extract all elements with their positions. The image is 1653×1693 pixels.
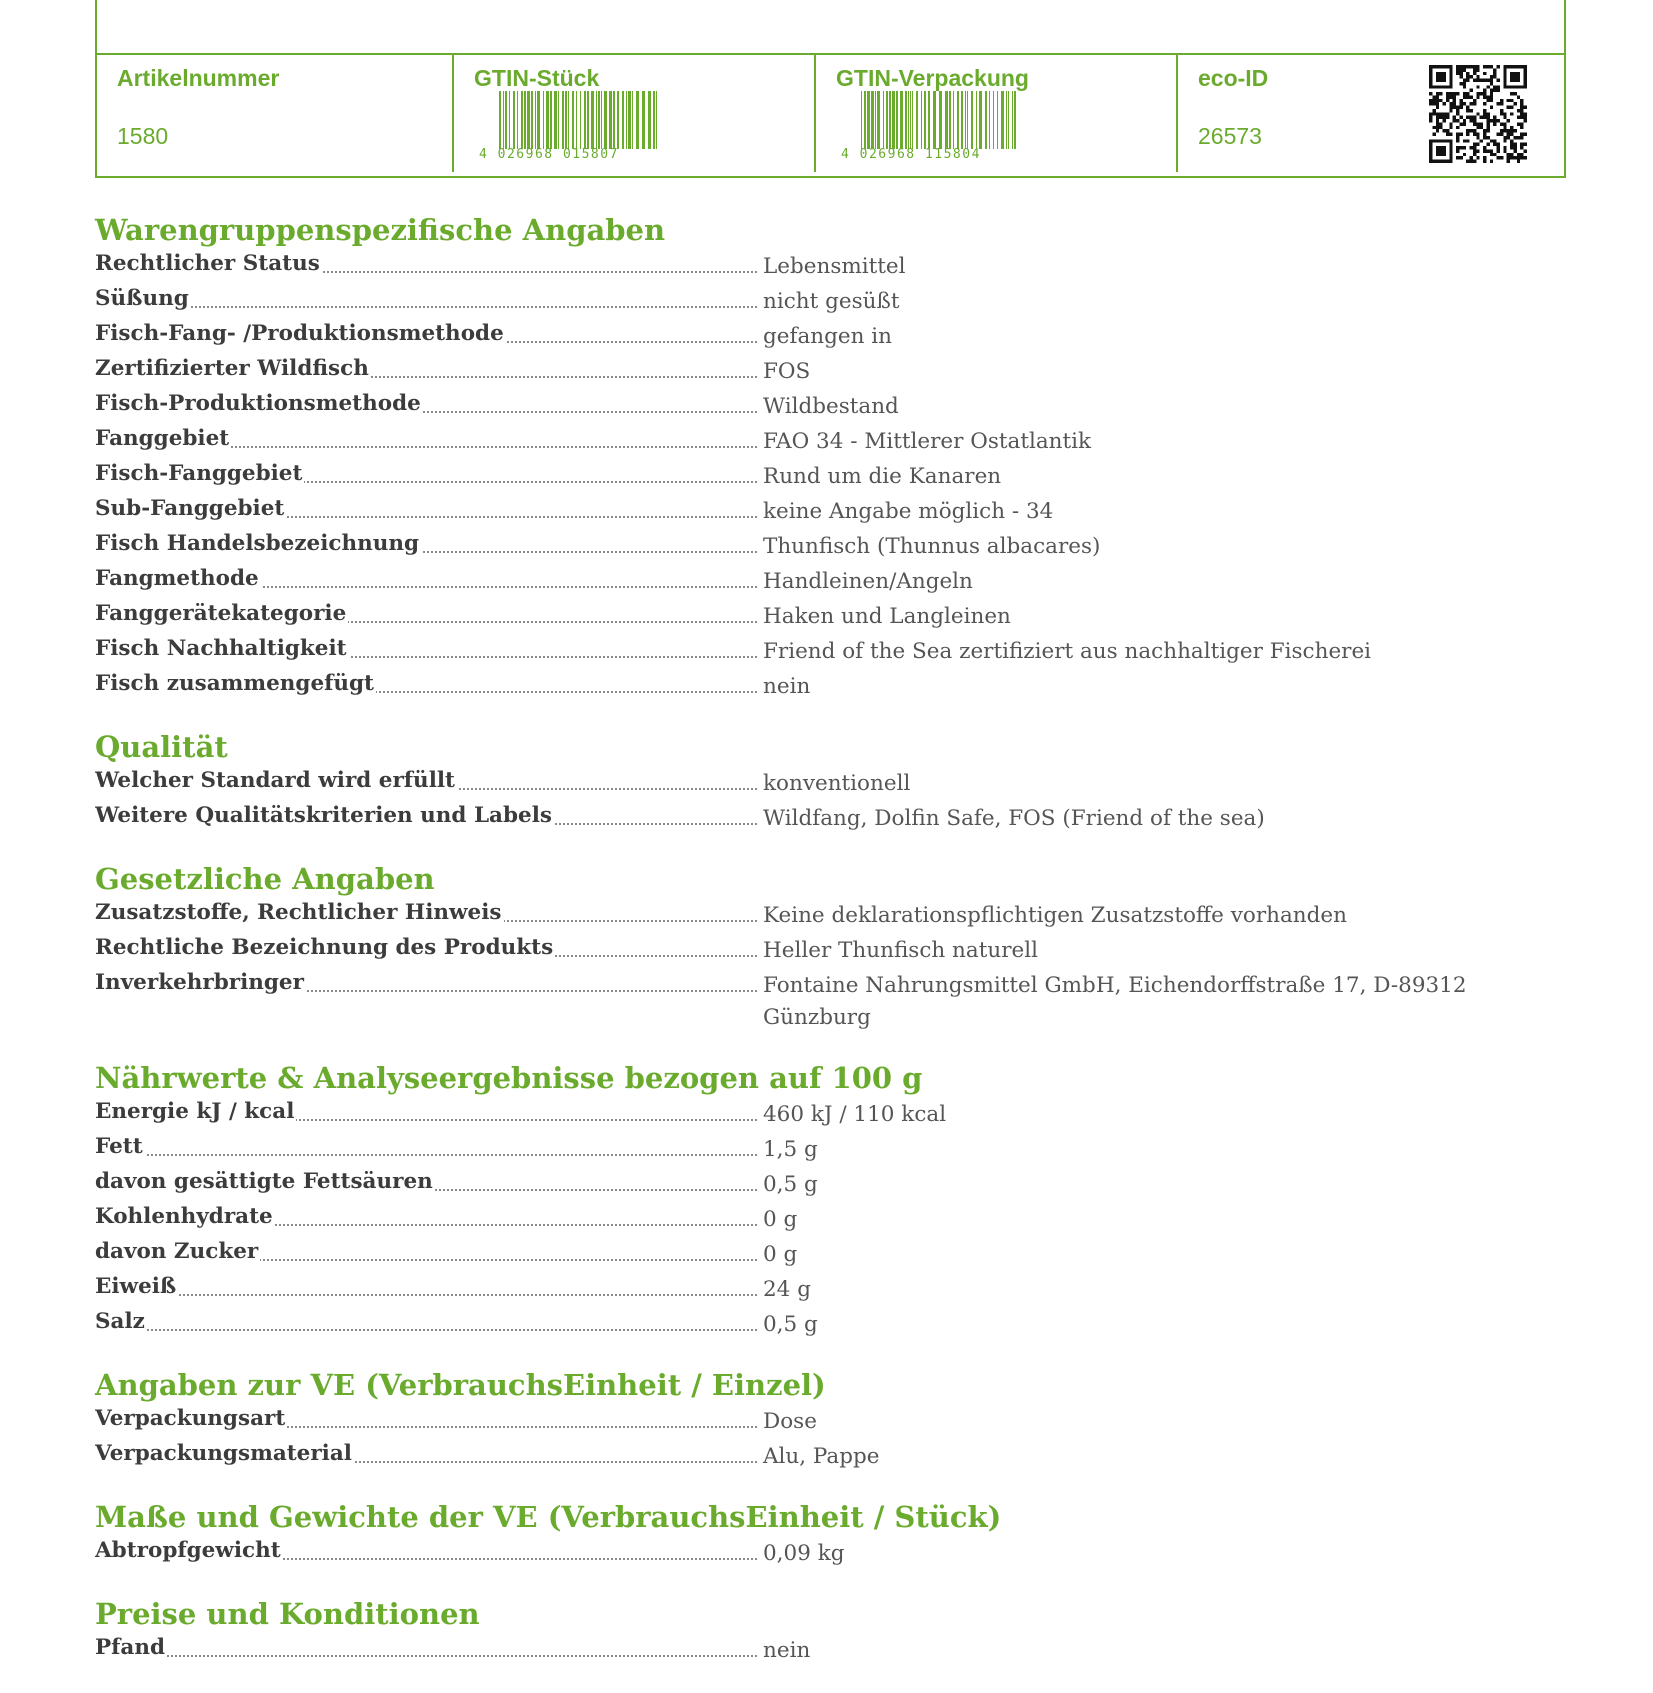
spec-row-value: 0,5 g	[763, 1312, 818, 1337]
spec-row	[95, 248, 1475, 283]
spec-row-value: gefangen in	[763, 324, 892, 349]
spec-row-label-text: Sub-Fanggebiet	[95, 496, 285, 521]
spec-row-value: 460 kJ / 110 kcal	[763, 1102, 947, 1127]
spec-row-label	[95, 1166, 763, 1198]
spec-row-label-text: Rechtliche Bezeichnung des Produkts	[95, 935, 554, 960]
spec-row-label	[95, 1438, 763, 1470]
spec-row-label	[95, 967, 763, 999]
spec-row-value: Alu, Pappe	[763, 1444, 880, 1469]
spec-row-label-text: Eiweiß	[95, 1274, 177, 1299]
spec-row-value: 0 g	[763, 1242, 798, 1267]
spec-row-label	[95, 1535, 763, 1567]
spec-row-value: Wildfang, Dolfin Safe, FOS (Friend of the sea)	[763, 806, 1265, 831]
spec-section	[95, 861, 1475, 1034]
spec-row-value: keine Angabe möglich - 34	[763, 499, 1054, 524]
section-title: Maße und Gewichte der VE (VerbrauchsEinheit / Stück)	[95, 1500, 1002, 1534]
spec-row-value: 0,5 g	[763, 1172, 818, 1197]
section-title: Warengruppenspezifische Angaben	[95, 213, 666, 247]
spec-row-label	[95, 668, 763, 700]
spec-row	[95, 1306, 1475, 1341]
spec-row	[95, 1438, 1475, 1473]
spec-row-label	[95, 1306, 763, 1338]
spec-row-label-text: Fanggebiet	[95, 426, 230, 451]
spec-row-label	[95, 765, 763, 797]
spec-row	[95, 423, 1475, 458]
spec-row-label	[95, 897, 763, 929]
spec-row	[95, 668, 1475, 703]
spec-row-label	[95, 1201, 763, 1233]
spec-row-value: Heller Thunfisch naturell	[763, 938, 1038, 963]
spec-row-value: nein	[763, 674, 811, 699]
spec-row	[95, 765, 1475, 800]
spec-row-label	[95, 1096, 763, 1128]
spec-row-label-text: Fangmethode	[95, 566, 259, 591]
spec-content	[95, 212, 1475, 1693]
spec-row-label	[95, 1131, 763, 1163]
spec-row-label-text: Inverkehrbringer	[95, 970, 304, 995]
spec-section	[95, 1499, 1475, 1570]
artikelnummer-cell	[97, 55, 452, 172]
gtin-verpackung-cell	[816, 55, 1176, 172]
spec-row-label-text: Zertifizierter Wildfisch	[95, 356, 369, 381]
spec-row-label	[95, 1403, 763, 1435]
gtin-verpackung-barcode	[841, 91, 1021, 163]
spec-row-label-text: Fisch Nachhaltigkeit	[95, 636, 347, 661]
spec-row-label	[95, 598, 763, 630]
section-title: Gesetzliche Angaben	[95, 862, 435, 896]
spec-row	[95, 1632, 1475, 1667]
spec-row-label-text: Fisch-Fanggebiet	[95, 461, 303, 486]
spec-row	[95, 1166, 1475, 1201]
spec-row	[95, 388, 1475, 423]
spec-row	[95, 528, 1475, 563]
spec-row-label-text: Zusatzstoffe, Rechtlicher Hinweis	[95, 900, 502, 925]
spec-row	[95, 563, 1475, 598]
spec-row	[95, 1201, 1475, 1236]
spec-row-value: nein	[763, 1638, 811, 1663]
artikelnummer-value: 1580	[117, 123, 169, 149]
barcode-icon	[499, 91, 659, 149]
spec-row	[95, 932, 1475, 967]
spec-row-label	[95, 932, 763, 964]
spec-row-label	[95, 458, 763, 490]
gtin-verpackung-label: GTIN-Verpackung	[836, 65, 1029, 91]
spec-section	[95, 1367, 1475, 1473]
spec-row	[95, 493, 1475, 528]
eco-id-value: 26573	[1198, 123, 1262, 149]
spec-row-label	[95, 1236, 763, 1268]
eco-id-label: eco-ID	[1198, 65, 1269, 91]
spec-row-value: 1,5 g	[763, 1137, 818, 1162]
spec-row	[95, 1535, 1475, 1570]
spec-row-label-text: Verpackungsmaterial	[95, 1441, 352, 1466]
spec-row	[95, 353, 1475, 388]
spec-section	[95, 1060, 1475, 1341]
spec-row-value: FAO 34 - Mittlerer Ostatlantik	[763, 429, 1092, 454]
artikelnummer-label: Artikelnummer	[117, 65, 280, 91]
spec-row	[95, 1131, 1475, 1166]
spec-row-label	[95, 1271, 763, 1303]
spec-section	[95, 729, 1475, 835]
spec-section	[95, 212, 1475, 703]
spec-row-label-text: Pfand	[95, 1635, 166, 1660]
spec-row-label-text: Fett	[95, 1134, 143, 1159]
spec-row-value: Thunfisch (Thunnus albacares)	[763, 534, 1101, 559]
spec-row-label	[95, 1632, 763, 1664]
product-id-header	[95, 0, 1566, 178]
spec-row-label-text: Kohlenhydrate	[95, 1204, 273, 1229]
spec-row-value: nicht gesüßt	[763, 289, 900, 314]
spec-row-label-text: Fisch zusammengefügt	[95, 671, 374, 696]
spec-row-label-text: Rechtlicher Status	[95, 251, 320, 276]
spec-row	[95, 283, 1475, 318]
qr-code-icon	[1429, 65, 1527, 163]
spec-row-label	[95, 528, 763, 560]
spec-row	[95, 633, 1475, 668]
spec-row-label-text: davon Zucker	[95, 1239, 259, 1264]
spec-row-label-text: Abtropfgewicht	[95, 1538, 281, 1563]
section-title: Preise und Konditionen	[95, 1597, 480, 1631]
spec-row-label	[95, 353, 763, 385]
spec-row-label	[95, 318, 763, 350]
spec-row-value: 0,09 kg	[763, 1541, 845, 1566]
spec-row-label	[95, 493, 763, 525]
spec-row	[95, 318, 1475, 353]
spec-row-label-text: Fisch Handelsbezeichnung	[95, 531, 420, 556]
spec-row	[95, 1271, 1475, 1306]
spec-row-value: Keine deklarationspflichtigen Zusatzstoffe vorhanden	[763, 903, 1347, 928]
spec-row-label	[95, 423, 763, 455]
spec-row-label	[95, 388, 763, 420]
gtin-stueck-cell	[454, 55, 814, 172]
spec-row-label-text: davon gesättigte Fettsäuren	[95, 1169, 433, 1194]
section-title: Qualität	[95, 730, 228, 764]
spec-section	[95, 1596, 1475, 1667]
spec-row-value: Handleinen/Angeln	[763, 569, 973, 594]
spec-row-value: Haken und Langleinen	[763, 604, 1011, 629]
spec-row-label-text: Süßung	[95, 286, 189, 311]
section-title: Nährwerte & Analyseergebnisse bezogen auf 100 g	[95, 1061, 923, 1095]
gtin-stueck-barcode	[479, 91, 659, 163]
section-title: Angaben zur VE (VerbrauchsEinheit / Einzel)	[95, 1368, 826, 1402]
spec-row-label-text: Fanggerätekategorie	[95, 601, 347, 626]
spec-row-label	[95, 283, 763, 315]
spec-row-value: Friend of the Sea zertifiziert aus nachhaltiger Fischerei	[763, 639, 1372, 664]
spec-row-label-text: Salz	[95, 1309, 145, 1334]
spec-row-value: FOS	[763, 359, 811, 384]
spec-row	[95, 458, 1475, 493]
spec-row-label	[95, 800, 763, 832]
spec-row-value: Wildbestand	[763, 394, 899, 419]
spec-row-label-text: Verpackungsart	[95, 1406, 286, 1431]
spec-row-label-text: Energie kJ / kcal	[95, 1099, 295, 1124]
spec-row	[95, 897, 1475, 932]
barcode-icon	[861, 91, 1021, 149]
spec-row	[95, 800, 1475, 835]
gtin-verpackung-digits: 4 026968 115804	[841, 147, 981, 162]
spec-row	[95, 598, 1475, 633]
spec-row-value: 24 g	[763, 1277, 811, 1302]
spec-row	[95, 1096, 1475, 1131]
spec-row-value: Fontaine Nahrungsmittel GmbH, Eichendorffstraße 17, D-89312 Günzburg	[763, 973, 1467, 1030]
spec-row	[95, 1403, 1475, 1438]
spec-row-label	[95, 633, 763, 665]
gtin-stueck-digits: 4 026968 015807	[479, 147, 619, 162]
spec-row-label-text: Fisch-Produktionsmethode	[95, 391, 421, 416]
spec-row-value: 0 g	[763, 1207, 798, 1232]
spec-row-label-text: Welcher Standard wird erfüllt	[95, 768, 455, 793]
spec-row-label-text: Weitere Qualitätskriterien und Labels	[95, 803, 552, 828]
spec-row-label	[95, 248, 763, 280]
spec-row-value: Lebensmittel	[763, 254, 906, 279]
gtin-stueck-label: GTIN-Stück	[474, 65, 600, 91]
spec-row-label-text: Fisch-Fang- /Produktionsmethode	[95, 321, 504, 346]
spec-row	[95, 967, 1475, 1034]
spec-row-label	[95, 563, 763, 595]
spec-row-value: Rund um die Kanaren	[763, 464, 1002, 489]
spec-row	[95, 1236, 1475, 1271]
spec-row-value: konventionell	[763, 771, 911, 796]
spec-row-value: Dose	[763, 1409, 817, 1434]
